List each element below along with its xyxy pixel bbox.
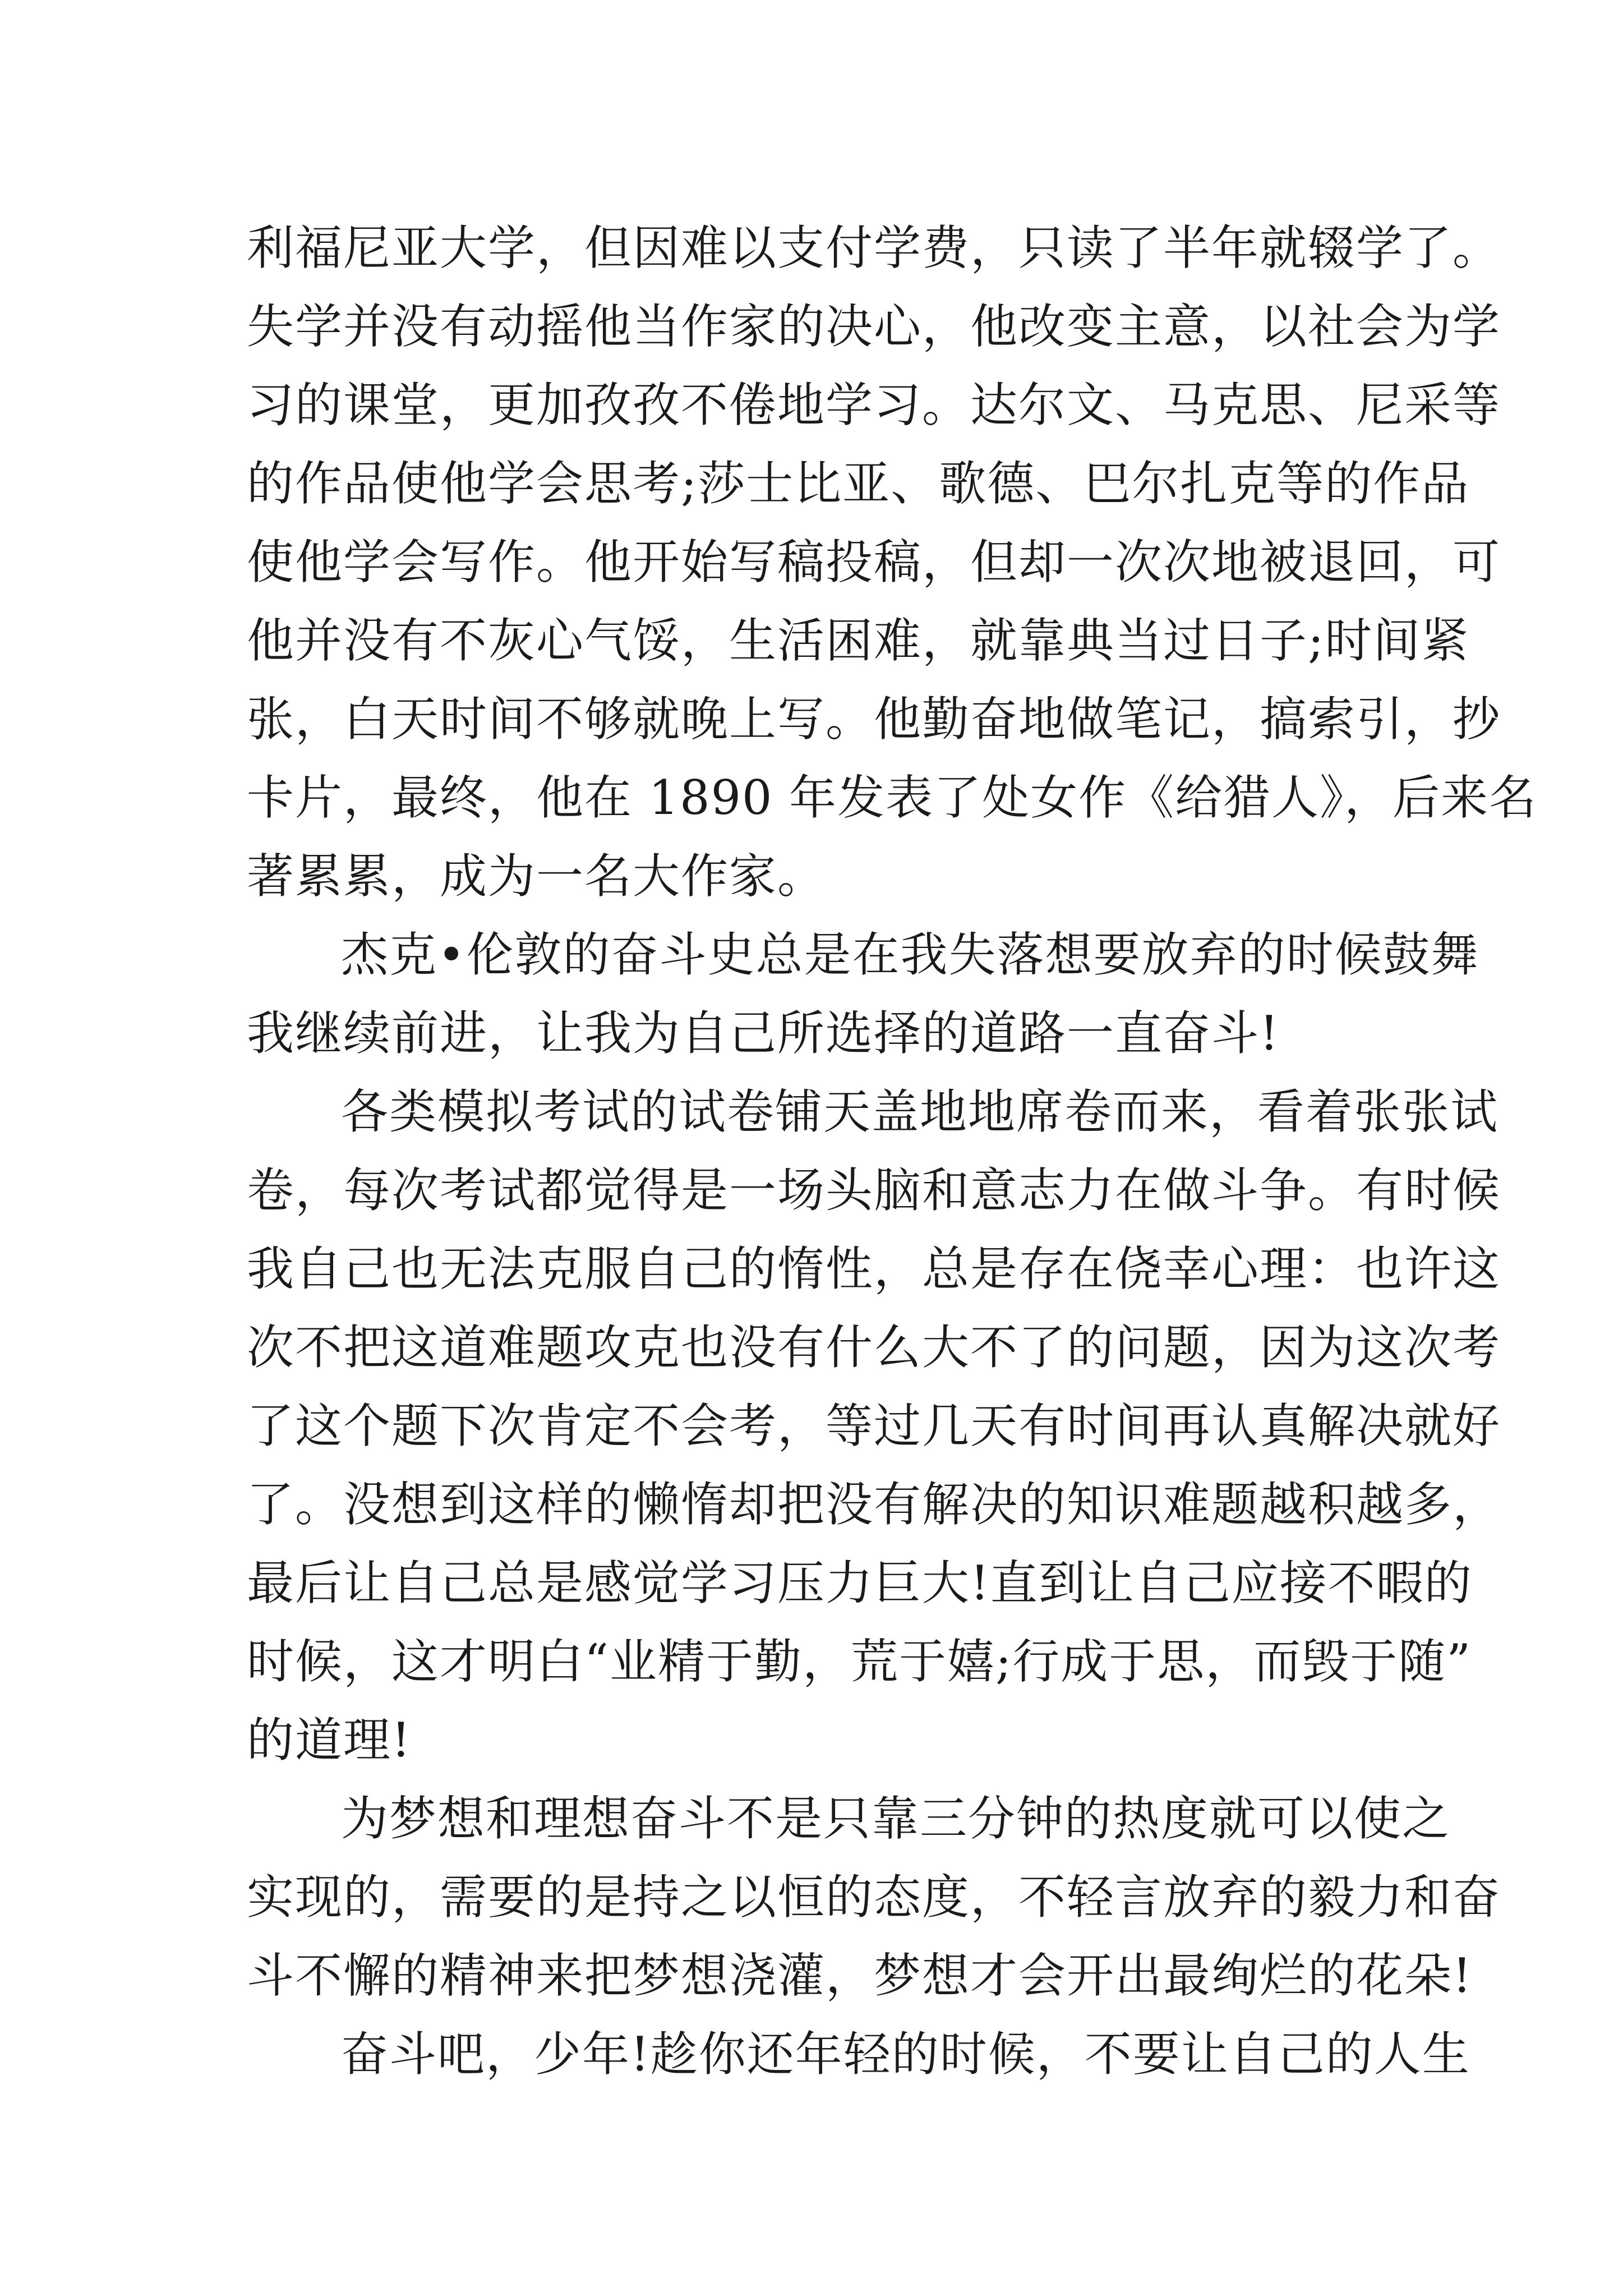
body-text <box>247 209 1538 2093</box>
text-line: 实现的，需要的是持之以恒的态度，不轻言放弃的毅力和奋 <box>247 1870 1501 1925</box>
text-line: 为梦想和理想奋斗不是只靠三分钟的热度就可以使之 <box>341 1791 1451 1846</box>
text-line: 次不把这道难题攻克也没有什么大不了的问题，因为这次考 <box>247 1320 1501 1375</box>
text-line: 使他学会写作。他开始写稿投稿，但却一次次地被退回，可 <box>247 535 1501 590</box>
text-line: 时候，这才明白“业精于勤，荒于嬉;行成于思，而毁于随” <box>247 1634 1472 1689</box>
text-line: 卷，每次考试都觉得是一场头脑和意志力在做斗争。有时候 <box>247 1163 1501 1218</box>
text-line: 他并没有不灰心气馁，生活困难，就靠典当过日子;时间紧 <box>247 613 1470 668</box>
text-line: 我继续前进，让我为自己所选择的道路一直奋斗! <box>247 1006 1280 1061</box>
text-line: 我自己也无法克服自己的惰性，总是存在侥幸心理：也许这 <box>247 1241 1501 1296</box>
text-line: 了这个题下次肯定不会考，等过几天有时间再认真解决就好 <box>247 1398 1501 1453</box>
text-line: 各类模拟考试的试卷铺天盖地地席卷而来，看着张张试 <box>341 1084 1499 1139</box>
text-line: 卡片，最终，他在 1890 年发表了处女作《给猎人》，后来名 <box>247 770 1538 825</box>
text-line: 利福尼亚大学，但因难以支付学费，只读了半年就辍学了。 <box>247 220 1501 275</box>
text-line: 著累累，成为一名大作家。 <box>247 849 826 904</box>
text-line: 习的课堂，更加孜孜不倦地学习。达尔文、马克思、尼采等 <box>247 378 1501 432</box>
text-line: 的作品使他学会思考;莎士比亚、歌德、巴尔扎克等的作品 <box>247 456 1470 511</box>
text-line: 斗不懈的精神来把梦想浇灌，梦想才会开出最绚烂的花朵! <box>247 1948 1473 2003</box>
text-line: 杰克•伦敦的奋斗史总是在我失落想要放弃的时候鼓舞 <box>341 927 1479 982</box>
text-line: 最后让自己总是感觉学习压力巨大!直到让自己应接不暇的 <box>247 1556 1473 1611</box>
text-line: 的道理! <box>247 1713 412 1768</box>
text-line: 了。没想到这样的懒惰却把没有解决的知识难题越积越多， <box>247 1477 1501 1532</box>
text-line: 张，白天时间不够就晚上写。他勤奋地做笔记，搞索引，抄 <box>247 692 1501 747</box>
text-line: 奋斗吧，少年!趁你还年轻的时候，不要让自己的人生 <box>341 2027 1470 2082</box>
text-line: 失学并没有动摇他当作家的决心，他改变主意，以社会为学 <box>247 299 1501 354</box>
